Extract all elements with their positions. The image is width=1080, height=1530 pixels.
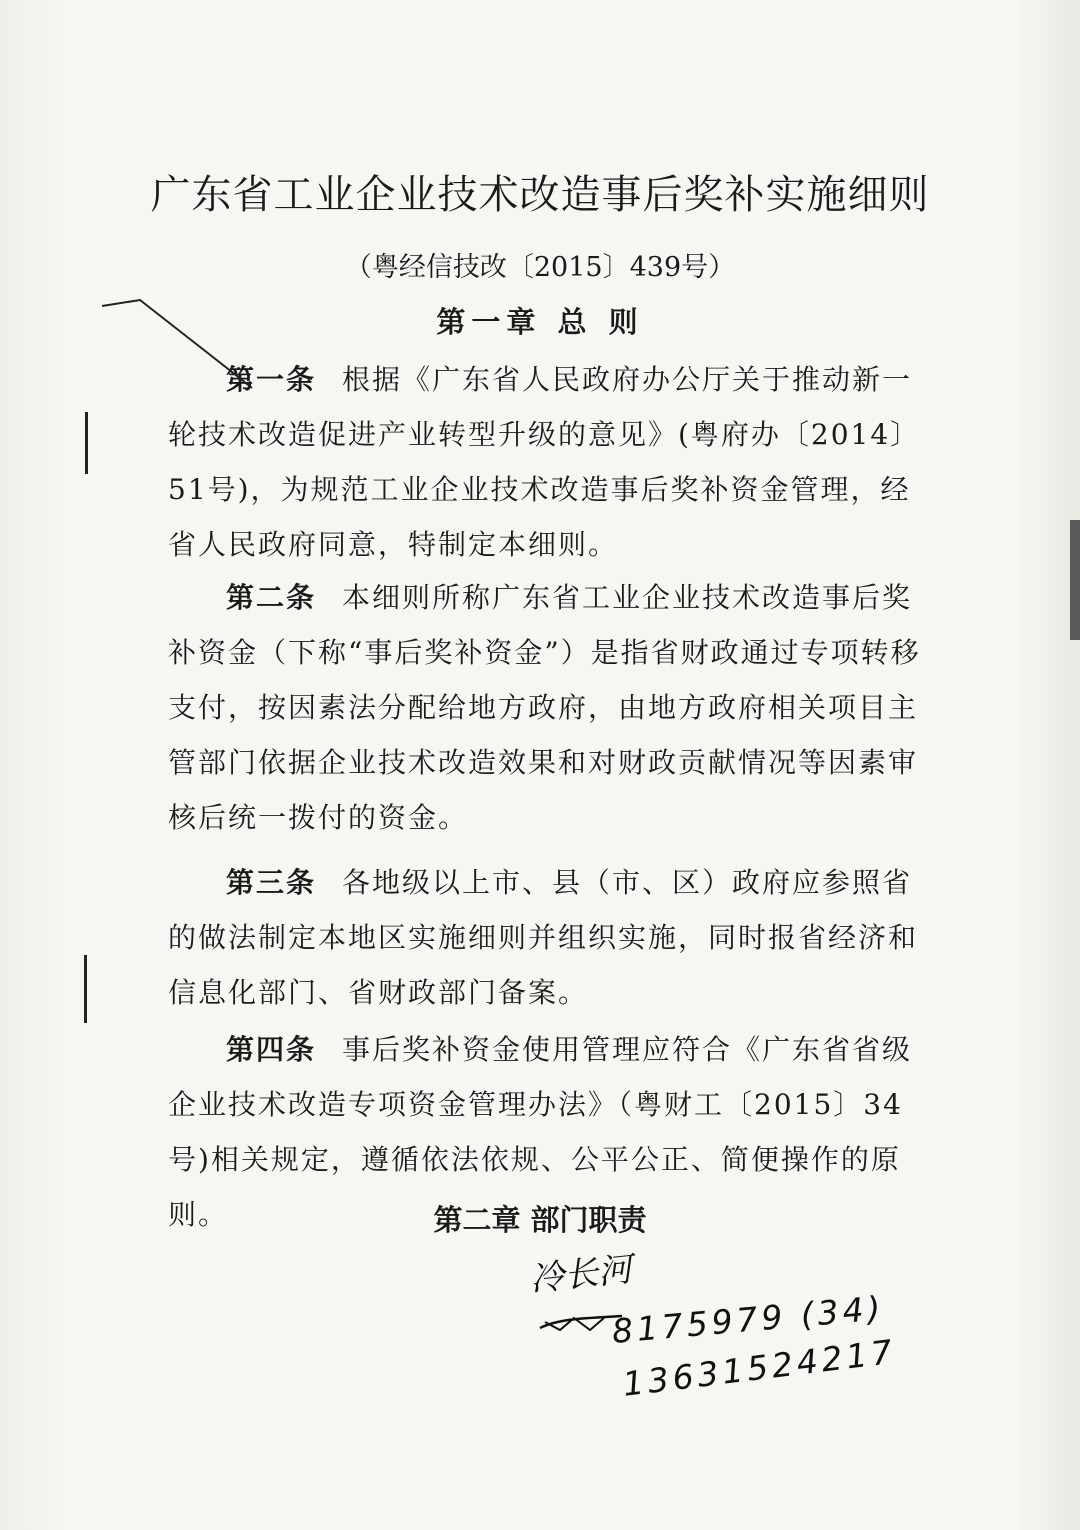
article-text: 各地级以上市、县（市、区）政府应参照省的做法制定本地区实施细则并组织实施，同时报省经济和信息化部门、省财政部门备案。 xyxy=(168,866,919,1009)
chapter-heading-2: 第二章 部门职责 xyxy=(433,1203,647,1237)
article-label: 第一条 xyxy=(226,363,317,396)
article-text: 本细则所称广东省工业企业技术改造事后奖补资金（下称“事后奖补资金”）是指省财政通过专项转移支付，按因素法分配给地方政府，由地方政府相关项目主管部门依据企业技术改造效果和对财政贡献情况等因素审核后统一拨付的资金。 xyxy=(168,581,921,834)
article-text: 根据《广东省人民政府办公厅关于推动新一轮技术改造促进产业转型升级的意见》(粤府办〔2014〕51号)，为规范工业企业技术改造事后奖补资金管理，经省人民政府同意，特制定本细则。 xyxy=(168,363,921,561)
document-title: 广东省工业企业技术改造事后奖补实施细则 xyxy=(150,172,930,218)
chapter-heading-1: 第一章 总 则 xyxy=(436,305,644,339)
document-number: （粤经信技改〔2015〕439号） xyxy=(344,252,736,283)
handwritten-mobile: 13631524217 xyxy=(620,1331,899,1404)
article-label: 第二条 xyxy=(226,581,317,614)
handwritten-phone: 8175979 (34) xyxy=(610,1288,886,1351)
article-label: 第四条 xyxy=(226,1033,317,1066)
handwritten-name: 冷长河 xyxy=(528,1249,634,1300)
article-label: 第三条 xyxy=(226,866,317,899)
article-text: 事后奖补资金使用管理应符合《广东省省级企业技术改造专项资金管理办法》（粤财工〔2015〕34号)相关规定，遵循依法依规、公平公正、简便操作的原则。 xyxy=(168,1033,913,1231)
